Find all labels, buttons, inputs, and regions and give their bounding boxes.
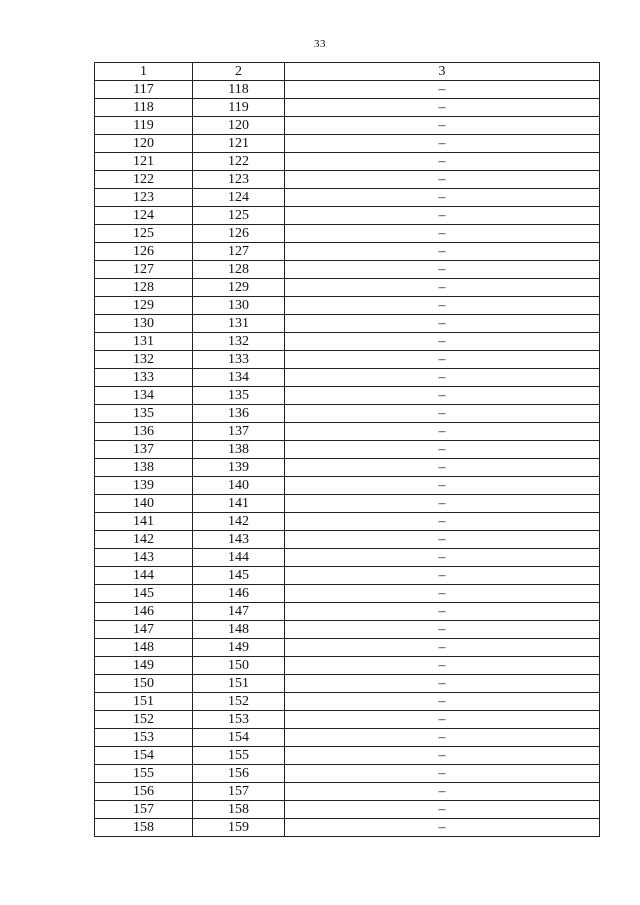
- table-cell: –: [285, 207, 600, 225]
- table-cell: 154: [95, 747, 193, 765]
- table-row: [95, 261, 600, 279]
- table-cell: –: [285, 513, 600, 531]
- table-cell: 118: [95, 99, 193, 117]
- table-cell: 121: [95, 153, 193, 171]
- table-cell: –: [285, 621, 600, 639]
- table-row: [95, 747, 600, 765]
- column-header: 1: [95, 63, 193, 81]
- table-cell: –: [285, 261, 600, 279]
- table-cell: 141: [193, 495, 285, 513]
- table-cell: 159: [193, 819, 285, 837]
- table-cell: –: [285, 567, 600, 585]
- table-cell: –: [285, 495, 600, 513]
- table-row: [95, 117, 600, 135]
- table-cell: –: [285, 117, 600, 135]
- table-cell: 117: [95, 81, 193, 99]
- table-cell: –: [285, 711, 600, 729]
- table-row: [95, 513, 600, 531]
- table-cell: 127: [95, 261, 193, 279]
- table-cell: 126: [193, 225, 285, 243]
- table-cell: 144: [193, 549, 285, 567]
- data-table: [94, 62, 600, 837]
- table-row: [95, 765, 600, 783]
- table-cell: –: [285, 441, 600, 459]
- table-cell: –: [285, 315, 600, 333]
- table-row: [95, 405, 600, 423]
- table-row: [95, 351, 600, 369]
- table-cell: 130: [95, 315, 193, 333]
- table-row: [95, 603, 600, 621]
- table-cell: 121: [193, 135, 285, 153]
- table-cell: 120: [95, 135, 193, 153]
- table-cell: 148: [95, 639, 193, 657]
- table-row: [95, 711, 600, 729]
- table-cell: 128: [193, 261, 285, 279]
- table-row: [95, 495, 600, 513]
- table-cell: 124: [95, 207, 193, 225]
- table-cell: 145: [193, 567, 285, 585]
- table-cell: 124: [193, 189, 285, 207]
- table-cell: –: [285, 369, 600, 387]
- table-header-row: [95, 63, 600, 81]
- table-cell: –: [285, 423, 600, 441]
- table-row: [95, 729, 600, 747]
- table-cell: 134: [193, 369, 285, 387]
- table-cell: –: [285, 297, 600, 315]
- table-cell: 132: [193, 333, 285, 351]
- table-cell: 157: [95, 801, 193, 819]
- table-cell: 125: [193, 207, 285, 225]
- table-cell: –: [285, 387, 600, 405]
- table-row: [95, 297, 600, 315]
- table-cell: 138: [193, 441, 285, 459]
- table-cell: 125: [95, 225, 193, 243]
- table-cell: 135: [95, 405, 193, 423]
- table-cell: 145: [95, 585, 193, 603]
- table-cell: 129: [193, 279, 285, 297]
- table-cell: 136: [193, 405, 285, 423]
- table-row: [95, 315, 600, 333]
- table-row: [95, 99, 600, 117]
- table-cell: 126: [95, 243, 193, 261]
- table-cell: 127: [193, 243, 285, 261]
- table-cell: 128: [95, 279, 193, 297]
- table-row: [95, 189, 600, 207]
- table-row: [95, 423, 600, 441]
- table-cell: 135: [193, 387, 285, 405]
- table-cell: –: [285, 459, 600, 477]
- table-cell: 143: [95, 549, 193, 567]
- table-row: [95, 675, 600, 693]
- table-cell: –: [285, 279, 600, 297]
- table-row: [95, 333, 600, 351]
- table-cell: 147: [193, 603, 285, 621]
- column-header: 3: [285, 63, 600, 81]
- table-row: [95, 81, 600, 99]
- table-row: [95, 783, 600, 801]
- table-cell: 156: [95, 783, 193, 801]
- table-cell: –: [285, 603, 600, 621]
- table-cell: 148: [193, 621, 285, 639]
- table-cell: 132: [95, 351, 193, 369]
- table-cell: 123: [95, 189, 193, 207]
- table-row: [95, 369, 600, 387]
- table-cell: 142: [193, 513, 285, 531]
- table-cell: –: [285, 135, 600, 153]
- table-cell: 149: [193, 639, 285, 657]
- table-cell: –: [285, 405, 600, 423]
- table-cell: 152: [193, 693, 285, 711]
- table-cell: –: [285, 477, 600, 495]
- table-cell: 134: [95, 387, 193, 405]
- table-cell: 149: [95, 657, 193, 675]
- table-row: [95, 693, 600, 711]
- table-cell: –: [285, 81, 600, 99]
- table-cell: –: [285, 729, 600, 747]
- table-cell: 119: [95, 117, 193, 135]
- table-cell: 129: [95, 297, 193, 315]
- table-cell: 158: [95, 819, 193, 837]
- table-row: [95, 567, 600, 585]
- table-cell: 154: [193, 729, 285, 747]
- table-cell: 136: [95, 423, 193, 441]
- table-cell: 158: [193, 801, 285, 819]
- table-cell: –: [285, 801, 600, 819]
- table-row: [95, 459, 600, 477]
- table-cell: –: [285, 747, 600, 765]
- table-cell: 143: [193, 531, 285, 549]
- table-row: [95, 477, 600, 495]
- table-row: [95, 585, 600, 603]
- table-row: [95, 801, 600, 819]
- table-cell: 131: [193, 315, 285, 333]
- table-row: [95, 639, 600, 657]
- table-row: [95, 549, 600, 567]
- table-cell: –: [285, 585, 600, 603]
- table-cell: –: [285, 819, 600, 837]
- table-cell: 150: [193, 657, 285, 675]
- table-cell: 123: [193, 171, 285, 189]
- table-cell: –: [285, 171, 600, 189]
- table-cell: –: [285, 225, 600, 243]
- table-cell: –: [285, 549, 600, 567]
- page-number: 33: [314, 38, 326, 50]
- table-row: [95, 657, 600, 675]
- table-cell: 131: [95, 333, 193, 351]
- table-cell: 151: [193, 675, 285, 693]
- table-cell: 139: [95, 477, 193, 495]
- table-cell: 133: [95, 369, 193, 387]
- table-cell: 155: [95, 765, 193, 783]
- table-cell: 122: [95, 171, 193, 189]
- table-cell: –: [285, 243, 600, 261]
- table-cell: –: [285, 657, 600, 675]
- table-row: [95, 279, 600, 297]
- table-cell: 139: [193, 459, 285, 477]
- table-cell: 140: [193, 477, 285, 495]
- table-cell: 147: [95, 621, 193, 639]
- table-cell: 119: [193, 99, 285, 117]
- table-cell: 146: [95, 603, 193, 621]
- table-cell: –: [285, 531, 600, 549]
- table-cell: 151: [95, 693, 193, 711]
- table-row: [95, 207, 600, 225]
- table-cell: 142: [95, 531, 193, 549]
- table-cell: 155: [193, 747, 285, 765]
- table-cell: 140: [95, 495, 193, 513]
- table-cell: –: [285, 99, 600, 117]
- table-row: [95, 171, 600, 189]
- table-cell: –: [285, 189, 600, 207]
- table-cell: –: [285, 783, 600, 801]
- table-cell: 152: [95, 711, 193, 729]
- table-cell: –: [285, 639, 600, 657]
- table-cell: –: [285, 675, 600, 693]
- table-row: [95, 243, 600, 261]
- table-row: [95, 153, 600, 171]
- table-cell: 141: [95, 513, 193, 531]
- table-cell: –: [285, 693, 600, 711]
- table-cell: 137: [95, 441, 193, 459]
- table-cell: 120: [193, 117, 285, 135]
- table-row: [95, 387, 600, 405]
- table-cell: 157: [193, 783, 285, 801]
- table-cell: 130: [193, 297, 285, 315]
- table-row: [95, 621, 600, 639]
- table-cell: 118: [193, 81, 285, 99]
- table-cell: –: [285, 333, 600, 351]
- table-row: [95, 819, 600, 837]
- table-cell: 133: [193, 351, 285, 369]
- table-row: [95, 135, 600, 153]
- table-cell: 150: [95, 675, 193, 693]
- table-body: [95, 81, 600, 837]
- table-cell: 153: [193, 711, 285, 729]
- table-cell: 138: [95, 459, 193, 477]
- table-cell: 153: [95, 729, 193, 747]
- table-cell: 146: [193, 585, 285, 603]
- table-cell: 137: [193, 423, 285, 441]
- table-row: [95, 441, 600, 459]
- table-cell: –: [285, 153, 600, 171]
- table-cell: 122: [193, 153, 285, 171]
- table-row: [95, 531, 600, 549]
- table-cell: 156: [193, 765, 285, 783]
- table-cell: 144: [95, 567, 193, 585]
- table-cell: –: [285, 765, 600, 783]
- table-row: [95, 225, 600, 243]
- column-header: 2: [193, 63, 285, 81]
- table-cell: –: [285, 351, 600, 369]
